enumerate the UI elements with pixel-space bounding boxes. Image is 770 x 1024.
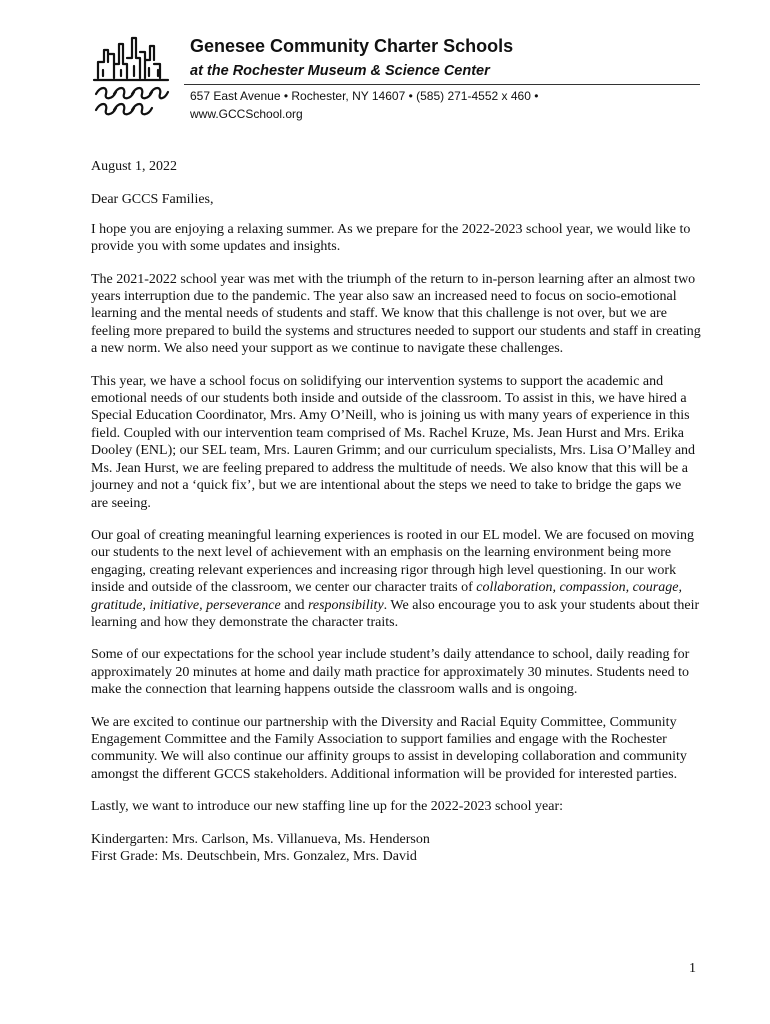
paragraph-partnership: We are excited to continue our partnership with the Diversity and Racial Equity Committee, Community Engagement Committee and the Family Association to support families and engage with the Rochester community. We will also continue our affinity groups to assist in developing collaboration and community amongst the different GCCS stakeholders. Additional information will be provided for interested parties.: [91, 714, 687, 782]
paragraph-el-model-and: and: [280, 597, 308, 613]
letterhead: [92, 34, 700, 126]
letter-greeting: Dear GCCS Families,: [91, 192, 214, 208]
staff-first-grade: First Grade: Ms. Deutschbein, Mrs. Gonzalez, Mrs. David: [91, 849, 417, 864]
paragraph-previous-year: The 2021-2022 school year was met with the triumph of the return to in-person learning after an almost two years interruption due to the pandemic. The year also saw an increased need to focus on socio-emotional learning and the mental needs of students and staff. We know that this challenge is not over, but we are feeling more prepared to build the systems and structures needed to support our students and staff in creating a new norm. We also need your support as we continue to navigate these challenges.: [91, 271, 701, 357]
staff-list: [91, 831, 701, 866]
paragraph-intro: I hope you are enjoying a relaxing summer. As we prepare for the 2022-2023 school year, we would like to provide you with some updates and insights.: [91, 221, 691, 255]
school-subtitle: at the Rochester Museum & Science Center: [190, 63, 490, 79]
paragraph-el-model-text: Our goal of creating meaningful learning experiences is rooted in our EL model. We are focused on moving our students to the next level of achievement with an emphasis on the learning environment being more engaging, creating relevant experiences and increasing rigor through high level questioning. In our work inside and outside of the classroom, we center our character traits of: [91, 527, 695, 596]
letter-body: [91, 158, 701, 880]
character-traits: collaboration, compassion, courage, gratitude, initiative, perseverance: [91, 580, 682, 613]
address-line: 657 East Avenue • Rochester, NY 14607 • (585) 271-4552 x 460 •: [190, 89, 539, 103]
paragraph-expectations: Some of our expectations for the school year include student’s daily attendance to school, daily reading for approximately 20 minutes at home and daily math practice for approximately 30 minutes. Students need to make the connection that learning happens outside the classroom walls and is ongoing.: [91, 647, 690, 698]
page-number: 1: [689, 961, 696, 976]
letterhead-divider: [184, 84, 700, 85]
staff-kindergarten: Kindergarten: Mrs. Carlson, Ms. Villanueva, Ms. Henderson: [91, 831, 430, 847]
school-name: Genesee Community Charter Schools: [190, 36, 514, 56]
letter-date: August 1, 2022: [91, 159, 177, 174]
paragraph-el-model: [91, 527, 701, 631]
paragraph-el-model-end: . We also encourage you to ask your students about their learning and how they demonstrate the character traits.: [91, 597, 700, 630]
contact-info: [190, 87, 610, 123]
website-link[interactable]: www.GCCSchool.org: [190, 107, 303, 121]
paragraph-staffing-intro: Lastly, we want to introduce our new staffing line up for the 2022-2023 school year:: [91, 799, 563, 815]
character-trait-last: responsibility: [307, 597, 384, 613]
paragraph-intervention: This year, we have a school focus on solidifying our intervention systems to support the academic and emotional needs of our students both inside and outside of the classroom. To assist in this, we have hired a Special Education Coordinator, Mrs. Amy O’Neill, who is joining us with many years of experience in this field. Coupled with our intervention team comprised of Ms. Rachel Kruze, Ms. Jean Hurst and Mrs. Erika Dooley (ENL); our SEL team, Mrs. Lauren Grimm; and our curriculum specialists, Mrs. Lisa O’Malley and Ms. Jean Hurst, we are feeling prepared to address the multitude of needs. We also know that this will be a journey and not a ‘quick fix’, but we are intentional about the steps we need to take to bridge the gaps we are seeing.: [91, 373, 696, 511]
school-logo-icon: [92, 34, 172, 120]
